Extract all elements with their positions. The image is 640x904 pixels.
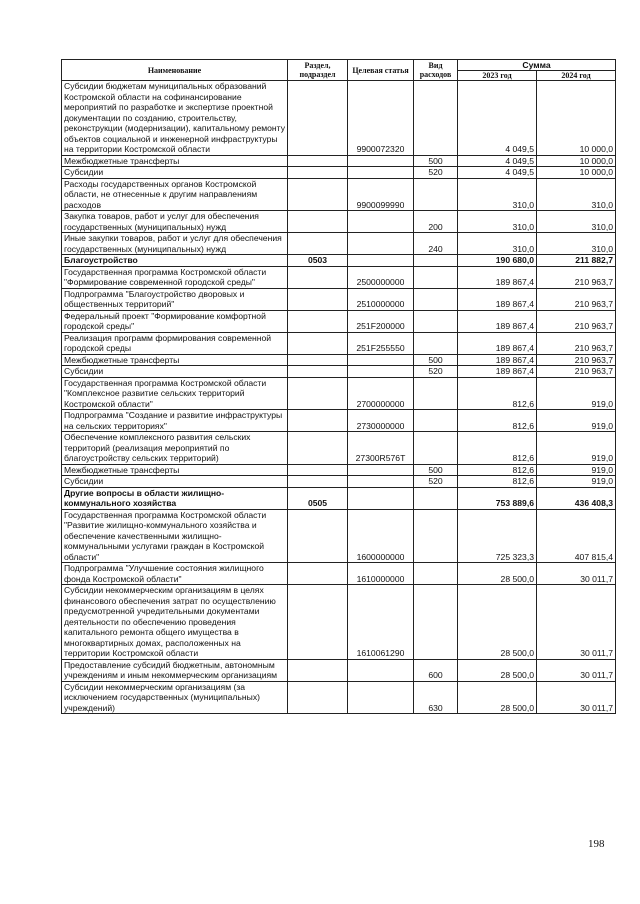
row-name: Другие вопросы в области жилищно-коммунального хозяйства <box>62 487 288 509</box>
row-sum-2024: 310,0 <box>537 178 616 211</box>
row-name: Межбюджетные трансферты <box>62 464 288 476</box>
row-section <box>288 585 348 660</box>
row-target <box>348 487 414 509</box>
header-section: Раздел, подраздел <box>288 60 348 81</box>
row-section <box>288 509 348 563</box>
row-name: Расходы государственных органов Костромской области, не отнесенные к другим направлениям расходов <box>62 178 288 211</box>
table-row <box>62 266 616 288</box>
row-kind <box>414 288 458 310</box>
row-section <box>288 178 348 211</box>
row-sum-2023: 189 867,4 <box>458 310 537 332</box>
row-section <box>288 377 348 410</box>
row-kind: 520 <box>414 476 458 488</box>
row-sum-2023: 28 500,0 <box>458 563 537 585</box>
row-target: 1610061290 <box>348 585 414 660</box>
row-section <box>288 366 348 378</box>
row-sum-2023: 812,6 <box>458 464 537 476</box>
table-row <box>62 255 616 267</box>
budget-table <box>61 59 616 714</box>
row-sum-2024: 919,0 <box>537 464 616 476</box>
row-sum-2024: 211 882,7 <box>537 255 616 267</box>
row-name: Межбюджетные трансферты <box>62 354 288 366</box>
row-sum-2023: 28 500,0 <box>458 585 537 660</box>
row-sum-2024: 919,0 <box>537 377 616 410</box>
row-sum-2024: 30 011,7 <box>537 681 616 714</box>
table-row <box>62 366 616 378</box>
row-name: Субсидии <box>62 167 288 179</box>
row-kind <box>414 266 458 288</box>
row-name: Подпрограмма "Улучшение состояния жилищного фонда Костромской области" <box>62 563 288 585</box>
row-sum-2024: 10 000,0 <box>537 167 616 179</box>
row-sum-2024: 919,0 <box>537 432 616 465</box>
row-target <box>348 233 414 255</box>
table-row <box>62 288 616 310</box>
row-sum-2023: 310,0 <box>458 233 537 255</box>
table-row <box>62 155 616 167</box>
row-section <box>288 659 348 681</box>
row-sum-2024: 10 000,0 <box>537 81 616 156</box>
row-sum-2024: 30 011,7 <box>537 563 616 585</box>
row-name: Субсидии некоммерческим организациям в целях финансового обеспечения затрат по осуществлению предусмотренной учредительными документами деятельности по обеспечению проведения капитального ремонта общего имущества в многоквартирных домах, расположенных на территории Костромской области <box>62 585 288 660</box>
row-target <box>348 366 414 378</box>
row-sum-2023: 189 867,4 <box>458 266 537 288</box>
row-sum-2024: 210 963,7 <box>537 310 616 332</box>
table-row <box>62 509 616 563</box>
row-sum-2024: 436 408,3 <box>537 487 616 509</box>
row-sum-2023: 725 323,3 <box>458 509 537 563</box>
row-kind <box>414 178 458 211</box>
row-sum-2024: 407 815,4 <box>537 509 616 563</box>
header-year-2024: 2024 год <box>537 71 616 81</box>
row-sum-2023: 812,6 <box>458 377 537 410</box>
row-kind: 600 <box>414 659 458 681</box>
table-row <box>62 354 616 366</box>
header-year-2023: 2023 год <box>458 71 537 81</box>
row-kind <box>414 81 458 156</box>
row-sum-2024: 310,0 <box>537 233 616 255</box>
table-row <box>62 211 616 233</box>
row-name: Подпрограмма "Создание и развитие инфраструктуры на сельских территориях" <box>62 410 288 432</box>
row-name: Межбюджетные трансферты <box>62 155 288 167</box>
row-sum-2023: 190 680,0 <box>458 255 537 267</box>
row-sum-2024: 310,0 <box>537 211 616 233</box>
row-kind <box>414 509 458 563</box>
row-kind <box>414 563 458 585</box>
row-kind <box>414 255 458 267</box>
row-kind <box>414 410 458 432</box>
row-section: 0503 <box>288 255 348 267</box>
row-target <box>348 354 414 366</box>
row-section <box>288 266 348 288</box>
table-row <box>62 332 616 354</box>
row-kind <box>414 377 458 410</box>
row-target: 2730000000 <box>348 410 414 432</box>
row-section <box>288 167 348 179</box>
row-section: 0505 <box>288 487 348 509</box>
row-target <box>348 464 414 476</box>
row-target: 2500000000 <box>348 266 414 288</box>
row-sum-2023: 812,6 <box>458 410 537 432</box>
row-target: 251F200000 <box>348 310 414 332</box>
page-number: 198 <box>588 838 605 850</box>
row-target: 9900099990 <box>348 178 414 211</box>
row-target: 9900072320 <box>348 81 414 156</box>
row-target: 2510000000 <box>348 288 414 310</box>
row-sum-2023: 310,0 <box>458 211 537 233</box>
table-row <box>62 585 616 660</box>
row-sum-2023: 189 867,4 <box>458 332 537 354</box>
header-name: Наименование <box>62 60 288 81</box>
row-target <box>348 659 414 681</box>
header-sum: Сумма <box>458 60 616 71</box>
row-section <box>288 332 348 354</box>
row-name: Закупка товаров, работ и услуг для обеспечения государственных (муниципальных) нужд <box>62 211 288 233</box>
row-sum-2023: 189 867,4 <box>458 354 537 366</box>
row-section <box>288 155 348 167</box>
row-sum-2023: 189 867,4 <box>458 288 537 310</box>
row-name: Обеспечение комплексного развития сельских территорий (реализация мероприятий по благоустройству сельских территорий) <box>62 432 288 465</box>
row-sum-2024: 10 000,0 <box>537 155 616 167</box>
row-target <box>348 211 414 233</box>
row-name: Федеральный проект "Формирование комфортной городской среды" <box>62 310 288 332</box>
row-section <box>288 410 348 432</box>
row-kind <box>414 487 458 509</box>
row-sum-2024: 210 963,7 <box>537 354 616 366</box>
row-section <box>288 81 348 156</box>
row-name: Государственная программа Костромской области "Формирование современной городской среды" <box>62 266 288 288</box>
table-row <box>62 563 616 585</box>
row-sum-2023: 4 049,5 <box>458 155 537 167</box>
row-section <box>288 681 348 714</box>
row-name: Государственная программа Костромской области "Развитие жилищно-коммунального хозяйства и обеспечение качественными жилищно-коммунальными услугами граждан в Костромской области" <box>62 509 288 563</box>
header-target: Целевая статья <box>348 60 414 81</box>
row-target: 1610000000 <box>348 563 414 585</box>
row-section <box>288 354 348 366</box>
row-kind <box>414 432 458 465</box>
row-target: 2700000000 <box>348 377 414 410</box>
row-sum-2023: 189 867,4 <box>458 366 537 378</box>
row-target <box>348 255 414 267</box>
row-section <box>288 432 348 465</box>
row-sum-2023: 753 889,6 <box>458 487 537 509</box>
row-kind: 520 <box>414 366 458 378</box>
row-sum-2023: 812,6 <box>458 432 537 465</box>
header-kind: Вид расходов <box>414 60 458 81</box>
table-row <box>62 178 616 211</box>
row-sum-2024: 919,0 <box>537 410 616 432</box>
row-kind <box>414 332 458 354</box>
row-sum-2023: 812,6 <box>458 476 537 488</box>
row-name: Подпрограмма "Благоустройство дворовых и общественных территорий" <box>62 288 288 310</box>
row-name: Предоставление субсидий бюджетным, автономным учреждениям и иным некоммерческим организациям <box>62 659 288 681</box>
table-row <box>62 681 616 714</box>
row-kind: 500 <box>414 155 458 167</box>
row-name: Субсидии <box>62 476 288 488</box>
row-name: Субсидии <box>62 366 288 378</box>
row-name: Благоустройство <box>62 255 288 267</box>
table-body <box>62 81 616 714</box>
row-sum-2024: 210 963,7 <box>537 366 616 378</box>
table-row <box>62 659 616 681</box>
row-section <box>288 563 348 585</box>
row-kind: 520 <box>414 167 458 179</box>
table-row <box>62 81 616 156</box>
table-row <box>62 310 616 332</box>
row-section <box>288 211 348 233</box>
row-name: Иные закупки товаров, работ и услуг для обеспечения государственных (муниципальных) нужд <box>62 233 288 255</box>
row-target: 27300R576T <box>348 432 414 465</box>
row-section <box>288 233 348 255</box>
row-sum-2023: 310,0 <box>458 178 537 211</box>
row-sum-2024: 210 963,7 <box>537 266 616 288</box>
row-target <box>348 681 414 714</box>
row-kind: 240 <box>414 233 458 255</box>
row-sum-2023: 28 500,0 <box>458 659 537 681</box>
row-section <box>288 310 348 332</box>
row-section <box>288 464 348 476</box>
row-kind: 200 <box>414 211 458 233</box>
row-name: Реализация программ формирования современной городской среды <box>62 332 288 354</box>
row-sum-2024: 30 011,7 <box>537 659 616 681</box>
row-target: 251F255550 <box>348 332 414 354</box>
row-target <box>348 155 414 167</box>
row-sum-2024: 210 963,7 <box>537 332 616 354</box>
row-sum-2023: 4 049,5 <box>458 81 537 156</box>
row-sum-2024: 210 963,7 <box>537 288 616 310</box>
row-sum-2024: 919,0 <box>537 476 616 488</box>
table-row <box>62 377 616 410</box>
table-row <box>62 233 616 255</box>
table-row <box>62 487 616 509</box>
row-name: Субсидии некоммерческим организациям (за исключением государственных (муниципальных) учреждений) <box>62 681 288 714</box>
row-kind: 500 <box>414 354 458 366</box>
table-row <box>62 432 616 465</box>
row-kind <box>414 585 458 660</box>
table-row <box>62 167 616 179</box>
row-name: Субсидии бюджетам муниципальных образований Костромской области на софинансирование мероприятий по разработке и экспертизе проектной документации по созданию, строительству, реконструкции (модернизации), капитальному ремонту объектов социальной и инженерной инфраструктуры на территории Костромской области <box>62 81 288 156</box>
row-sum-2023: 4 049,5 <box>458 167 537 179</box>
row-sum-2024: 30 011,7 <box>537 585 616 660</box>
row-kind: 630 <box>414 681 458 714</box>
row-section <box>288 288 348 310</box>
table-row <box>62 464 616 476</box>
row-target <box>348 167 414 179</box>
row-sum-2023: 28 500,0 <box>458 681 537 714</box>
row-kind <box>414 310 458 332</box>
row-section <box>288 476 348 488</box>
table-row <box>62 476 616 488</box>
row-kind: 500 <box>414 464 458 476</box>
row-target: 1600000000 <box>348 509 414 563</box>
row-target <box>348 476 414 488</box>
table-row <box>62 410 616 432</box>
row-name: Государственная программа Костромской области "Комплексное развитие сельских территорий Костромской области" <box>62 377 288 410</box>
